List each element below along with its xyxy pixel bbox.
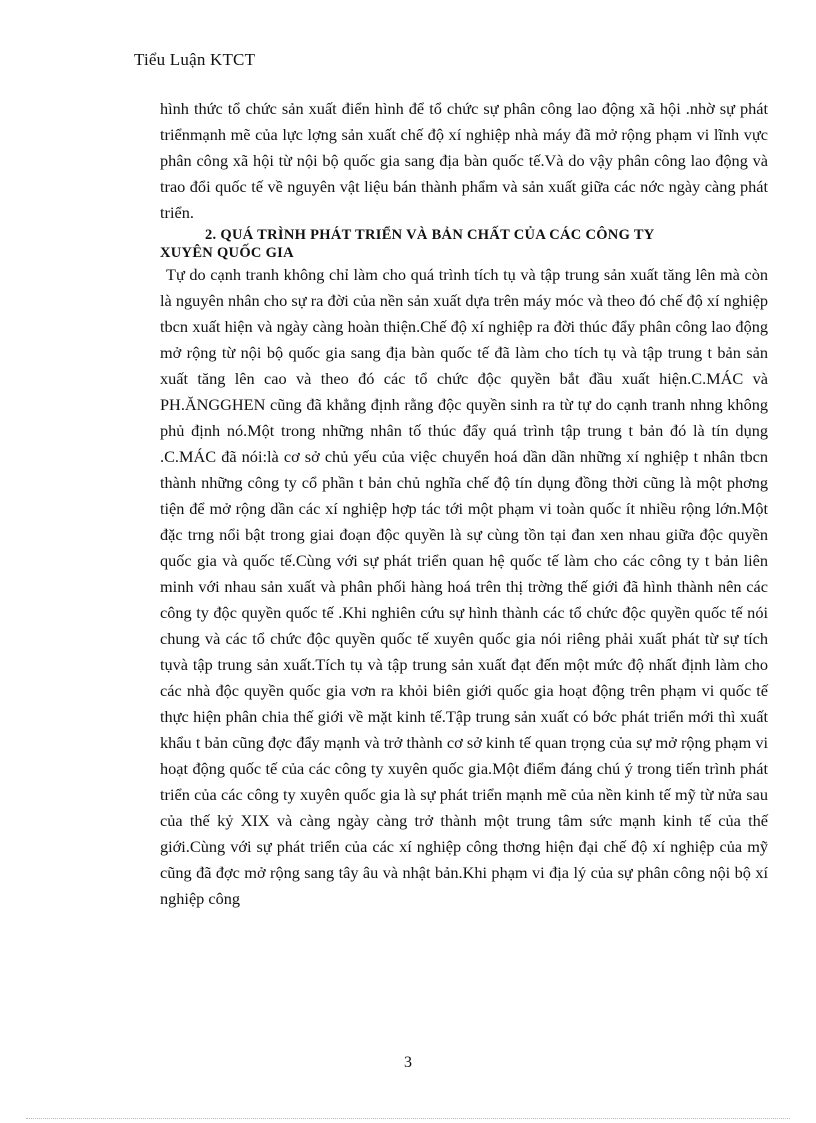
paragraph-intro: hình thức tổ chức sản xuất điển hình để tổ chức sự phân công lao động xã hội .nhờ sự phát triểnmạnh mẽ của lực lợng sản xuất chế độ xí nghiệp nhà máy đã mở rộng phạm vi lĩnh vực phân công xã hội từ nội bộ quốc gia sang địa bàn quốc tế.Và do vậy phân công lao động và trao đổi quốc tế về nguyên vật liệu bán thành phẩm và sản xuất giữa các nớc ngày càng phát triển. [160, 99, 768, 222]
section-heading: 2. QUÁ TRÌNH PHÁT TRIỂN VÀ BẢN CHẤT CỦA CÁC CÔNG TY [205, 227, 655, 243]
page-body [160, 96, 768, 912]
paragraph-main: Tự do cạnh tranh không chỉ làm cho quá trình tích tụ và tập trung sản xuất tăng lên mà còn là nguyên nhân cho sự ra đời của nền sản xuất dựa trên máy móc và theo đó chế độ xí nghiệp tbcn xuất hiện và ngày càng hoàn thiện.Chế độ xí nghiệp ra đời thúc đẩy phân công lao động mở rộng từ nội bộ quốc gia sang địa bàn quốc tế đã làm cho tích tụ và tập trung t bản sản xuất tăng lên cao và theo đó các tổ chức độc quyền bắt đầu xuất hiện.C.MÁC và PH.ĂNGGHEN cũng đã khẳng định rằng độc quyền sinh ra từ tự do cạnh tranh nhng không phủ định nó.Một trong những nhân tố thúc đẩy quá trình tập trung t bản đó là tín dụng .C.MÁC đã nói:là cơ sở chủ yếu của việc chuyển hoá dần dần những xí nghiệp t nhân tbcn thành những công ty cổ phần t bản chủ nghĩa chế độ tín dụng đồng thời cũng là một phơng tiện để mở rộng dần các xí nghiệp hợp tác tới một phạm vi toàn quốc ít nhiều rộng lớn.Một đặc trng nổi bật trong giai đoạn độc quyền là sự cùng tồn tại đan xen nhau giữa độc quyền quốc gia và quốc tế.Cùng với sự phát triển quan hệ quốc tế làm cho các công ty t bản liên minh với nhau sản xuất và phân phối hàng hoá trên thị trờng thế giới đã hình thành nên các công ty độc quyền quốc tế .Khi nghiên cứu sự hình thành các tổ chức độc quyền quốc tế nói chung và các tổ chức độc quyền quốc tế xuyên quốc gia nói riêng phải xuất phát từ sự tích tụvà tập trung sản xuất.Tích tụ và tập trung sản xuất đạt đến một mức độ nhất định làm cho các nhà độc quyền quốc gia vơn ra khỏi biên giới quốc gia hoạt động trên phạm vi quốc tế thực hiện phân chia thế giới về mặt kinh tế.Tập trung sản xuất có bớc phát triển mới thì xuất khẩu t bản cũng đợc đẩy mạnh và trở thành cơ sở kinh tế quan trọng của sự mở rộng phạm vi hoạt động quốc tế của các công ty xuyên quốc gia.Một điểm đáng chú ý trong tiến trình phát triển của các công ty xuyên quốc gia là sự phát triển mạnh mẽ của nền kinh tế mỹ từ nửa sau của thế kỷ XIX và càng ngày càng trở thành một trung tâm sức mạnh kinh tế của thế giới.Cùng với sự phát triển của các xí nghiệp công thơng hiện đại chế độ xí nghiệp của mỹ cũng đã đợc mở rộng sang tây âu và nhật bản.Khi phạm vi địa lý của sự phân công nội bộ xí nghiệp công [160, 265, 768, 908]
section-heading-continued: XUYÊN QUỐC GIA [160, 245, 294, 261]
page-number: 3 [404, 1054, 412, 1071]
running-header: Tiểu Luận KTCT [134, 50, 256, 69]
page-bottom-rule [26, 1118, 790, 1119]
